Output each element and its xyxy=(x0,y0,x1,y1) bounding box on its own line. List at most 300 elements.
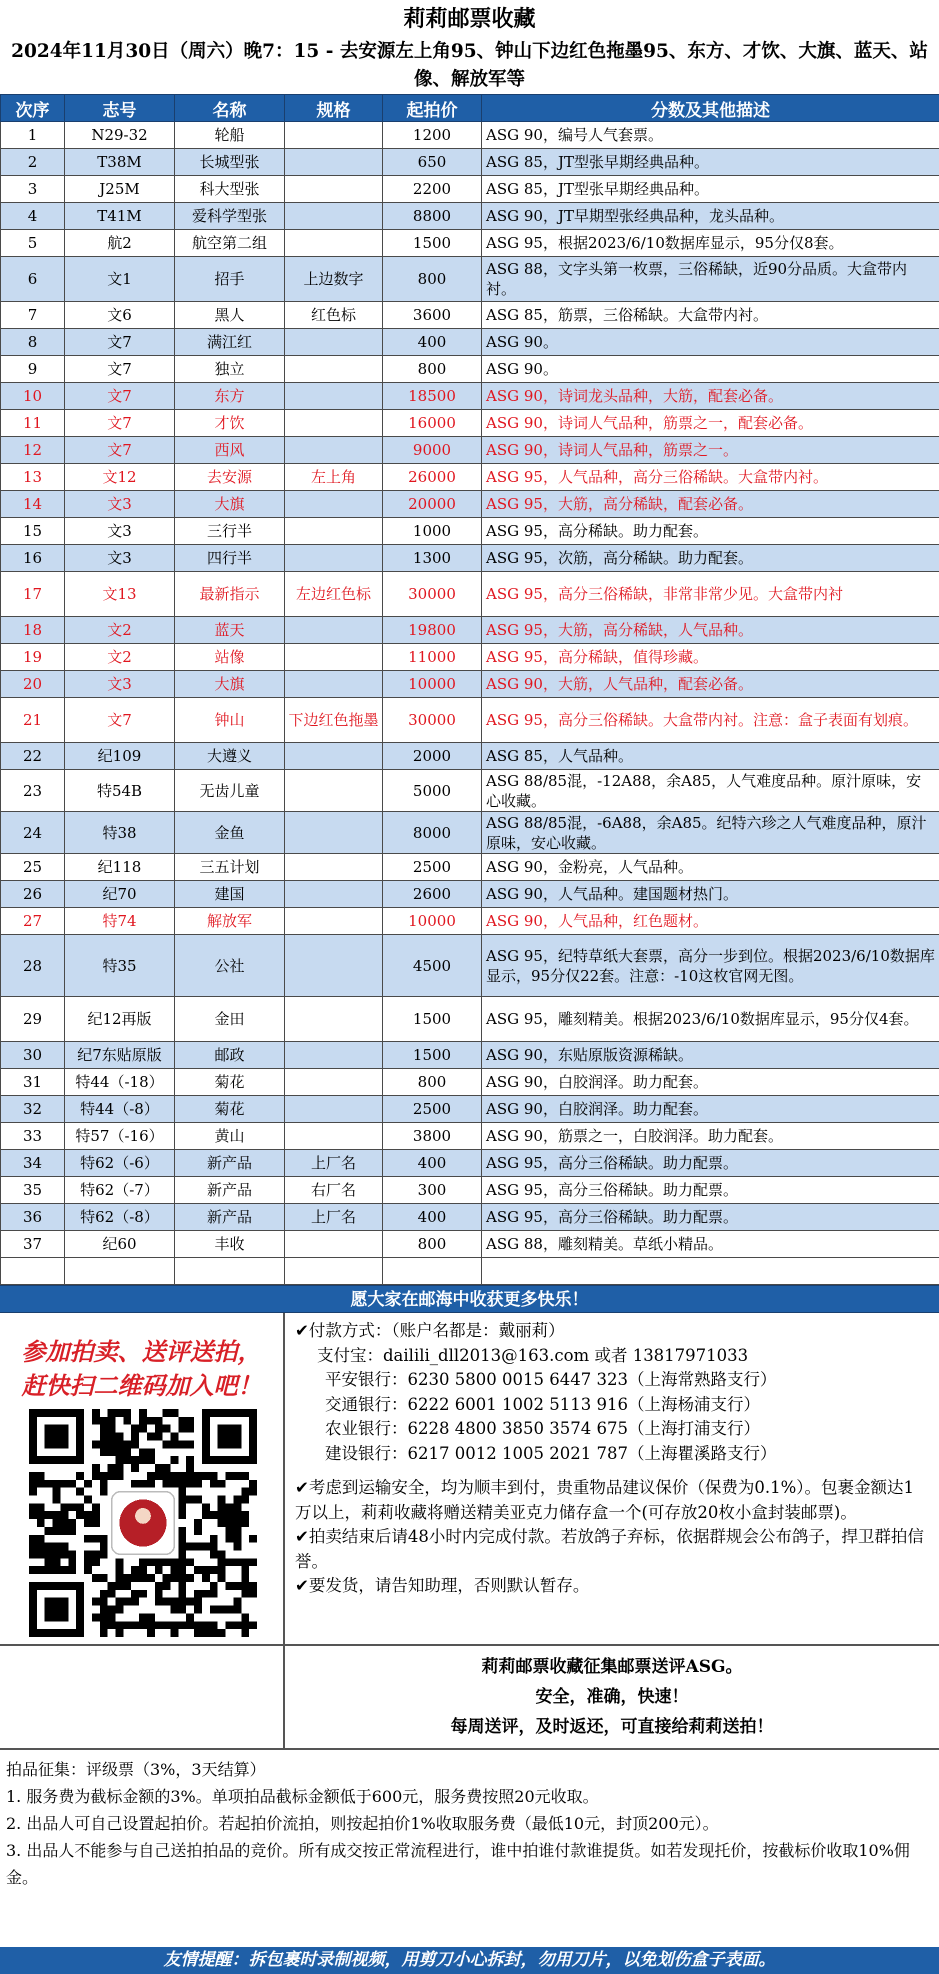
lot-name: 无齿儿童 xyxy=(175,770,285,812)
lot-price: 10000 xyxy=(383,908,482,935)
lot-name: 邮政 xyxy=(175,1042,285,1069)
lot-spec: 右厂名 xyxy=(285,1177,383,1204)
lot-no: 25 xyxy=(1,854,65,881)
lot-price: 8000 xyxy=(383,812,482,854)
table-row xyxy=(1,997,939,1042)
auction-subtitle: 2024年11月30日（周六）晚7：15 - 去安源左上角95、钟山下边红色拖墨95、东方、才饮、大旗、蓝天、站像、解放军等 xyxy=(11,41,928,90)
bank-line-pingan: 平安银行：6230 5800 0015 6447 323（上海常熟路支行） xyxy=(325,1370,777,1389)
lot-desc: ASG 88/85混，-12A88，余A85，人气难度品种。原汁原味，安心收藏。 xyxy=(482,770,939,812)
lot-name: 大旗 xyxy=(175,491,285,518)
lot-code: 文3 xyxy=(65,491,175,518)
lot-desc: ASG 95，大筋，高分稀缺，配套必备。 xyxy=(482,491,939,518)
lot-name: 新产品 xyxy=(175,1204,285,1231)
lot-no: 3 xyxy=(1,176,65,203)
lot-name: 菊花 xyxy=(175,1069,285,1096)
blank-row xyxy=(1,1258,939,1285)
lot-desc: ASG 95，高分稀缺，值得珍藏。 xyxy=(482,644,939,671)
lot-spec xyxy=(285,644,383,671)
blank-cell xyxy=(285,1258,383,1285)
lot-price: 9000 xyxy=(383,437,482,464)
lot-code: 纪60 xyxy=(65,1231,175,1258)
lot-price: 11000 xyxy=(383,644,482,671)
lot-name: 新产品 xyxy=(175,1177,285,1204)
table-row xyxy=(1,812,939,854)
blank-cell xyxy=(175,1258,285,1285)
lot-code: 文12 xyxy=(65,464,175,491)
lot-name: 黄山 xyxy=(175,1123,285,1150)
table-row xyxy=(1,1096,939,1123)
lot-code: 航2 xyxy=(65,230,175,257)
lot-code: 特57（-16） xyxy=(65,1123,175,1150)
bank-line-jiaotong: 交通银行：6222 6001 1002 5113 916（上海杨浦支行） xyxy=(325,1394,760,1414)
lot-spec xyxy=(285,203,383,230)
blank-cell xyxy=(482,1258,939,1285)
join-text xyxy=(0,1335,283,1403)
lot-price: 10000 xyxy=(383,671,482,698)
lot-spec xyxy=(285,437,383,464)
table-row xyxy=(1,410,939,437)
promo-section xyxy=(0,1646,939,1750)
table-row xyxy=(1,1123,939,1150)
lot-name: 菊花 xyxy=(175,1096,285,1123)
lot-name: 钟山 xyxy=(175,698,285,743)
lot-price: 1200 xyxy=(383,122,482,149)
promo-text xyxy=(285,1646,939,1748)
wish-banner: 愿大家在邮海中收获更多快乐！ xyxy=(0,1285,939,1313)
rule-3: 3. 出品人不能参与自己送拍拍品的竞价。所有成交按正常流程进行，谁中拍谁付款谁提货。如若发现托价，按截标价收取10%佣金。 xyxy=(6,1841,910,1887)
promo-line-2: 安全，准确，快速！ xyxy=(535,1687,689,1707)
lot-spec xyxy=(285,176,383,203)
column-header-spec: 规格 xyxy=(285,95,383,122)
lot-code: 文7 xyxy=(65,410,175,437)
lot-code: 特35 xyxy=(65,935,175,997)
lot-name: 去安源 xyxy=(175,464,285,491)
lot-no: 19 xyxy=(1,644,65,671)
lot-desc: ASG 88/85混，-6A88，余A85。纪特六珍之人气难度品种，原汁原味，安心收藏。 xyxy=(482,812,939,854)
lot-no: 13 xyxy=(1,464,65,491)
lot-desc: ASG 90，金粉亮，人气品种。 xyxy=(482,854,939,881)
rule-1: 1. 服务费为截标金额的3%。单项拍品截标金额低于600元，服务费按照20元收取。 xyxy=(6,1787,599,1806)
lot-spec xyxy=(285,410,383,437)
lot-name: 独立 xyxy=(175,356,285,383)
lot-desc: ASG 90，东贴原版资源稀缺。 xyxy=(482,1042,939,1069)
lot-name: 建国 xyxy=(175,881,285,908)
lot-no: 27 xyxy=(1,908,65,935)
payment-title: ✔付款方式：（账户名都是：戴丽莉） xyxy=(295,1321,565,1340)
lot-spec: 左边红色标 xyxy=(285,572,383,617)
lot-no: 6 xyxy=(1,257,65,302)
lot-no: 16 xyxy=(1,545,65,572)
lot-name: 最新指示 xyxy=(175,572,285,617)
promo-line-1: 莉莉邮票收藏征集邮票送评ASG。 xyxy=(481,1657,743,1677)
lot-no: 15 xyxy=(1,518,65,545)
rules-title: 拍品征集：评级票（3%，3天结算） xyxy=(6,1760,266,1779)
lot-no: 29 xyxy=(1,997,65,1042)
lot-price: 1500 xyxy=(383,230,482,257)
lot-desc: ASG 90，大筋，人气品种，配套必备。 xyxy=(482,671,939,698)
table-row xyxy=(1,437,939,464)
lot-price: 1300 xyxy=(383,545,482,572)
lot-spec xyxy=(285,518,383,545)
lot-desc: ASG 88，文字头第一枚票，三俗稀缺，近90分品质。大盒带内衬。 xyxy=(482,257,939,302)
table-row xyxy=(1,935,939,997)
join-line-2: 赶快扫二维码加入吧！ xyxy=(21,1371,262,1400)
lot-price: 16000 xyxy=(383,410,482,437)
lot-code: 文7 xyxy=(65,698,175,743)
lot-no: 2 xyxy=(1,149,65,176)
lot-price: 2500 xyxy=(383,854,482,881)
lot-desc: ASG 90，白胶润泽。助力配套。 xyxy=(482,1096,939,1123)
blank-cell xyxy=(65,1258,175,1285)
lot-price: 400 xyxy=(383,1204,482,1231)
lot-no: 33 xyxy=(1,1123,65,1150)
lot-spec xyxy=(285,854,383,881)
lot-table xyxy=(0,94,939,1285)
lot-price: 1500 xyxy=(383,1042,482,1069)
lot-spec xyxy=(285,383,383,410)
lot-code: 文7 xyxy=(65,356,175,383)
lot-table-body xyxy=(1,122,939,1285)
table-row xyxy=(1,770,939,812)
lot-code: 文3 xyxy=(65,518,175,545)
lot-desc: ASG 90。 xyxy=(482,356,939,383)
table-header-row xyxy=(1,95,939,122)
lot-desc: ASG 85，JT型张早期经典品种。 xyxy=(482,149,939,176)
lot-no: 37 xyxy=(1,1231,65,1258)
lot-name: 三行半 xyxy=(175,518,285,545)
lot-desc: ASG 95，人气品种，高分三俗稀缺。大盒带内衬。 xyxy=(482,464,939,491)
blank-cell xyxy=(1,1258,65,1285)
lot-desc: ASG 95，高分三俗稀缺。大盒带内衬。注意：盒子表面有划痕。 xyxy=(482,698,939,743)
lot-name: 招手 xyxy=(175,257,285,302)
lot-name: 爱科学型张 xyxy=(175,203,285,230)
lot-spec xyxy=(285,545,383,572)
lot-price: 400 xyxy=(383,1150,482,1177)
lot-price: 5000 xyxy=(383,770,482,812)
lot-spec xyxy=(285,491,383,518)
table-row xyxy=(1,149,939,176)
lot-spec xyxy=(285,881,383,908)
lot-no: 12 xyxy=(1,437,65,464)
lot-spec: 上边数字 xyxy=(285,257,383,302)
lot-spec xyxy=(285,329,383,356)
lot-spec: 上厂名 xyxy=(285,1204,383,1231)
lot-price: 20000 xyxy=(383,491,482,518)
lot-spec xyxy=(285,1096,383,1123)
lot-code: 纪118 xyxy=(65,854,175,881)
lot-desc: ASG 95，次筋，高分稀缺。助力配套。 xyxy=(482,545,939,572)
lot-code: 纪7东贴原版 xyxy=(65,1042,175,1069)
table-row xyxy=(1,383,939,410)
lot-price: 19800 xyxy=(383,617,482,644)
lot-no: 10 xyxy=(1,383,65,410)
lot-code: 纪109 xyxy=(65,743,175,770)
lot-code: 文7 xyxy=(65,437,175,464)
lot-desc: ASG 95，大筋，高分稀缺，人气品种。 xyxy=(482,617,939,644)
lot-no: 14 xyxy=(1,491,65,518)
lot-code: T41M xyxy=(65,203,175,230)
lot-price: 650 xyxy=(383,149,482,176)
lot-desc: ASG 85，人气品种。 xyxy=(482,743,939,770)
lot-no: 18 xyxy=(1,617,65,644)
lot-no: 9 xyxy=(1,356,65,383)
table-row xyxy=(1,671,939,698)
lot-desc: ASG 85，筋票，三俗稀缺。大盒带内衬。 xyxy=(482,302,939,329)
lot-name: 大旗 xyxy=(175,671,285,698)
lot-name: 站像 xyxy=(175,644,285,671)
lot-no: 24 xyxy=(1,812,65,854)
table-row xyxy=(1,302,939,329)
lot-spec xyxy=(285,356,383,383)
lot-desc: ASG 90，编号人气套票。 xyxy=(482,122,939,149)
lot-no: 4 xyxy=(1,203,65,230)
lot-price: 1500 xyxy=(383,997,482,1042)
lot-no: 5 xyxy=(1,230,65,257)
lot-name: 四行半 xyxy=(175,545,285,572)
lot-name: 新产品 xyxy=(175,1150,285,1177)
lot-no: 28 xyxy=(1,935,65,997)
lot-desc: ASG 88，雕刻精美。草纸小精品。 xyxy=(482,1231,939,1258)
table-row xyxy=(1,644,939,671)
lot-price: 800 xyxy=(383,1069,482,1096)
lot-code: 文7 xyxy=(65,383,175,410)
lot-no: 8 xyxy=(1,329,65,356)
lot-code: 特62（-8） xyxy=(65,1204,175,1231)
table-row xyxy=(1,572,939,617)
lot-no: 35 xyxy=(1,1177,65,1204)
lot-price: 26000 xyxy=(383,464,482,491)
lot-code: 特38 xyxy=(65,812,175,854)
join-line-1: 参加拍卖、送评送拍， xyxy=(21,1337,262,1366)
info-section xyxy=(0,1313,939,1646)
lot-name: 航空第二组 xyxy=(175,230,285,257)
column-header-code: 志号 xyxy=(65,95,175,122)
lot-name: 解放军 xyxy=(175,908,285,935)
lot-desc: ASG 90，诗词人气品种，筋票之一，配套必备。 xyxy=(482,410,939,437)
table-row xyxy=(1,1177,939,1204)
lot-name: 金鱼 xyxy=(175,812,285,854)
table-row xyxy=(1,464,939,491)
lot-spec xyxy=(285,908,383,935)
lot-desc: ASG 90，人气品种，红色题材。 xyxy=(482,908,939,935)
table-row xyxy=(1,743,939,770)
lot-name: 轮船 xyxy=(175,122,285,149)
lot-spec xyxy=(285,997,383,1042)
lot-name: 黑人 xyxy=(175,302,285,329)
table-row xyxy=(1,617,939,644)
lot-price: 2500 xyxy=(383,1096,482,1123)
lot-desc: ASG 95，高分三俗稀缺。助力配票。 xyxy=(482,1150,939,1177)
lot-code: 文1 xyxy=(65,257,175,302)
lot-code: T38M xyxy=(65,149,175,176)
lot-code: 文2 xyxy=(65,617,175,644)
lot-code: 特44（-18） xyxy=(65,1069,175,1096)
table-row xyxy=(1,230,939,257)
lot-code: 文6 xyxy=(65,302,175,329)
lot-no: 7 xyxy=(1,302,65,329)
join-panel xyxy=(0,1313,285,1644)
lot-no: 17 xyxy=(1,572,65,617)
lot-code: 纪12再版 xyxy=(65,997,175,1042)
promo-blank-cell xyxy=(0,1646,285,1748)
lot-no: 20 xyxy=(1,671,65,698)
consignment-rules xyxy=(0,1750,939,1960)
lot-price: 400 xyxy=(383,329,482,356)
lot-no: 23 xyxy=(1,770,65,812)
lot-spec xyxy=(285,671,383,698)
lot-spec xyxy=(285,230,383,257)
lot-price: 3600 xyxy=(383,302,482,329)
lot-spec xyxy=(285,1069,383,1096)
table-row xyxy=(1,203,939,230)
lot-name: 长城型张 xyxy=(175,149,285,176)
lot-code: N29-32 xyxy=(65,122,175,149)
lot-price: 3800 xyxy=(383,1123,482,1150)
lot-desc: ASG 90。 xyxy=(482,329,939,356)
lot-spec xyxy=(285,935,383,997)
lot-no: 22 xyxy=(1,743,65,770)
table-row xyxy=(1,908,939,935)
lot-no: 21 xyxy=(1,698,65,743)
lot-no: 26 xyxy=(1,881,65,908)
lot-name: 才饮 xyxy=(175,410,285,437)
lot-code: 文7 xyxy=(65,329,175,356)
lot-code: 文2 xyxy=(65,644,175,671)
lot-no: 34 xyxy=(1,1150,65,1177)
page-title: 莉莉邮票收藏 xyxy=(403,6,536,32)
lot-desc: ASG 95，高分稀缺。助力配套。 xyxy=(482,518,939,545)
column-header-no: 次序 xyxy=(1,95,65,122)
lot-desc: ASG 95，高分三俗稀缺，非常非常少见。大盒带内衬 xyxy=(482,572,939,617)
lot-no: 32 xyxy=(1,1096,65,1123)
table-row xyxy=(1,518,939,545)
lot-desc: ASG 95，纪特草纸大套票，高分一步到位。根据2023/6/10数据库显示，95分仅22套。注意：-10这枚官网无图。 xyxy=(482,935,939,997)
column-header-name: 名称 xyxy=(175,95,285,122)
table-row xyxy=(1,257,939,302)
lot-spec: 左上角 xyxy=(285,464,383,491)
lot-name: 三五计划 xyxy=(175,854,285,881)
lot-name: 科大型张 xyxy=(175,176,285,203)
lot-name: 公社 xyxy=(175,935,285,997)
lot-price: 2600 xyxy=(383,881,482,908)
table-row xyxy=(1,329,939,356)
table-row xyxy=(1,122,939,149)
table-row xyxy=(1,854,939,881)
lot-price: 800 xyxy=(383,257,482,302)
lot-desc: ASG 90，诗词人气品种，筋票之一。 xyxy=(482,437,939,464)
lot-name: 东方 xyxy=(175,383,285,410)
lot-price: 800 xyxy=(383,1231,482,1258)
lot-desc: ASG 95，高分三俗稀缺。助力配票。 xyxy=(482,1177,939,1204)
lot-spec xyxy=(285,812,383,854)
lot-code: 文13 xyxy=(65,572,175,617)
payment-deadline-note: ✔拍卖结束后请48小时内完成付款。若放鸽子弃标，依据群规会公布鸽子，捍卫群拍信誉。 xyxy=(295,1527,924,1571)
column-header-desc: 分数及其他描述 xyxy=(482,95,939,122)
lot-code: 文3 xyxy=(65,545,175,572)
lot-price: 800 xyxy=(383,356,482,383)
shipping-note: ✔考虑到运输安全，均为顺丰到付，贵重物品建议保价（保费为0.1%）。包裹金额达1万以上，莉莉收藏将赠送精美亚克力储存盒一个(可存放20枚小盒封装邮票)。 xyxy=(295,1478,914,1522)
table-row xyxy=(1,545,939,572)
payment-panel xyxy=(285,1313,939,1644)
bank-line-nongye: 农业银行：6228 4800 3850 3574 675（上海打浦支行） xyxy=(325,1419,760,1438)
lot-spec xyxy=(285,1123,383,1150)
lot-desc: ASG 90，筋票之一，白胶润泽。助力配套。 xyxy=(482,1123,939,1150)
lot-price: 4500 xyxy=(383,935,482,997)
table-row xyxy=(1,1231,939,1258)
promo-line-3: 每周送评，及时返还，可直接给莉莉送拍！ xyxy=(450,1717,774,1737)
lot-spec xyxy=(285,1042,383,1069)
lot-no: 11 xyxy=(1,410,65,437)
lot-name: 满江红 xyxy=(175,329,285,356)
lot-code: 特62（-7） xyxy=(65,1177,175,1204)
lot-name: 大遵义 xyxy=(175,743,285,770)
delivery-note: ✔要发货，请告知助理，否则默认暂存。 xyxy=(295,1576,590,1595)
lot-spec xyxy=(285,122,383,149)
lot-no: 30 xyxy=(1,1042,65,1069)
lot-desc: ASG 95，根据2023/6/10数据库显示，95分仅8套。 xyxy=(482,230,939,257)
lot-code: 特62（-6） xyxy=(65,1150,175,1177)
table-row xyxy=(1,698,939,743)
table-row xyxy=(1,356,939,383)
column-header-price: 起拍价 xyxy=(383,95,482,122)
alipay-line: 支付宝：dailili_dll2013@163.com 或者 13817971033 xyxy=(317,1345,749,1365)
qr-code-icon[interactable] xyxy=(14,1409,272,1637)
lot-name: 金田 xyxy=(175,997,285,1042)
table-row xyxy=(1,1204,939,1231)
table-row xyxy=(1,176,939,203)
lot-desc: ASG 95，雕刻精美。根据2023/6/10数据库显示，95分仅4套。 xyxy=(482,997,939,1042)
lot-desc: ASG 90，诗词龙头品种，大筋，配套必备。 xyxy=(482,383,939,410)
lot-price: 30000 xyxy=(383,572,482,617)
lot-price: 2200 xyxy=(383,176,482,203)
lot-no: 31 xyxy=(1,1069,65,1096)
lot-desc: ASG 85，JT型张早期经典品种。 xyxy=(482,176,939,203)
lot-code: J25M xyxy=(65,176,175,203)
lot-code: 特74 xyxy=(65,908,175,935)
lot-spec: 下边红色拖墨 xyxy=(285,698,383,743)
lot-name: 西风 xyxy=(175,437,285,464)
table-row xyxy=(1,1042,939,1069)
lot-spec xyxy=(285,1231,383,1258)
lot-price: 30000 xyxy=(383,698,482,743)
lot-code: 特54B xyxy=(65,770,175,812)
rule-2: 2. 出品人可自己设置起拍价。若起拍价流拍，则按起拍价1%收取服务费（最低10元，封顶200元）。 xyxy=(6,1814,719,1833)
lot-desc: ASG 95，高分三俗稀缺。助力配票。 xyxy=(482,1204,939,1231)
blank-cell xyxy=(383,1258,482,1285)
table-row xyxy=(1,881,939,908)
table-row xyxy=(1,1150,939,1177)
lot-code: 特44（-8） xyxy=(65,1096,175,1123)
lot-desc: ASG 90，人气品种。建国题材热门。 xyxy=(482,881,939,908)
lot-spec xyxy=(285,149,383,176)
lot-price: 1000 xyxy=(383,518,482,545)
lot-price: 2000 xyxy=(383,743,482,770)
lot-spec xyxy=(285,617,383,644)
lot-price: 8800 xyxy=(383,203,482,230)
lot-code: 纪70 xyxy=(65,881,175,908)
lot-spec xyxy=(285,743,383,770)
table-row xyxy=(1,491,939,518)
lot-spec xyxy=(285,770,383,812)
lot-price: 18500 xyxy=(383,383,482,410)
lot-name: 丰收 xyxy=(175,1231,285,1258)
lot-no: 36 xyxy=(1,1204,65,1231)
lot-name: 蓝天 xyxy=(175,617,285,644)
lot-code: 文3 xyxy=(65,671,175,698)
bank-line-jianshe: 建设银行：6217 0012 1005 2021 787（上海瞿溪路支行） xyxy=(325,1443,777,1463)
lot-no: 1 xyxy=(1,122,65,149)
lot-desc: ASG 90，白胶润泽。助力配套。 xyxy=(482,1069,939,1096)
